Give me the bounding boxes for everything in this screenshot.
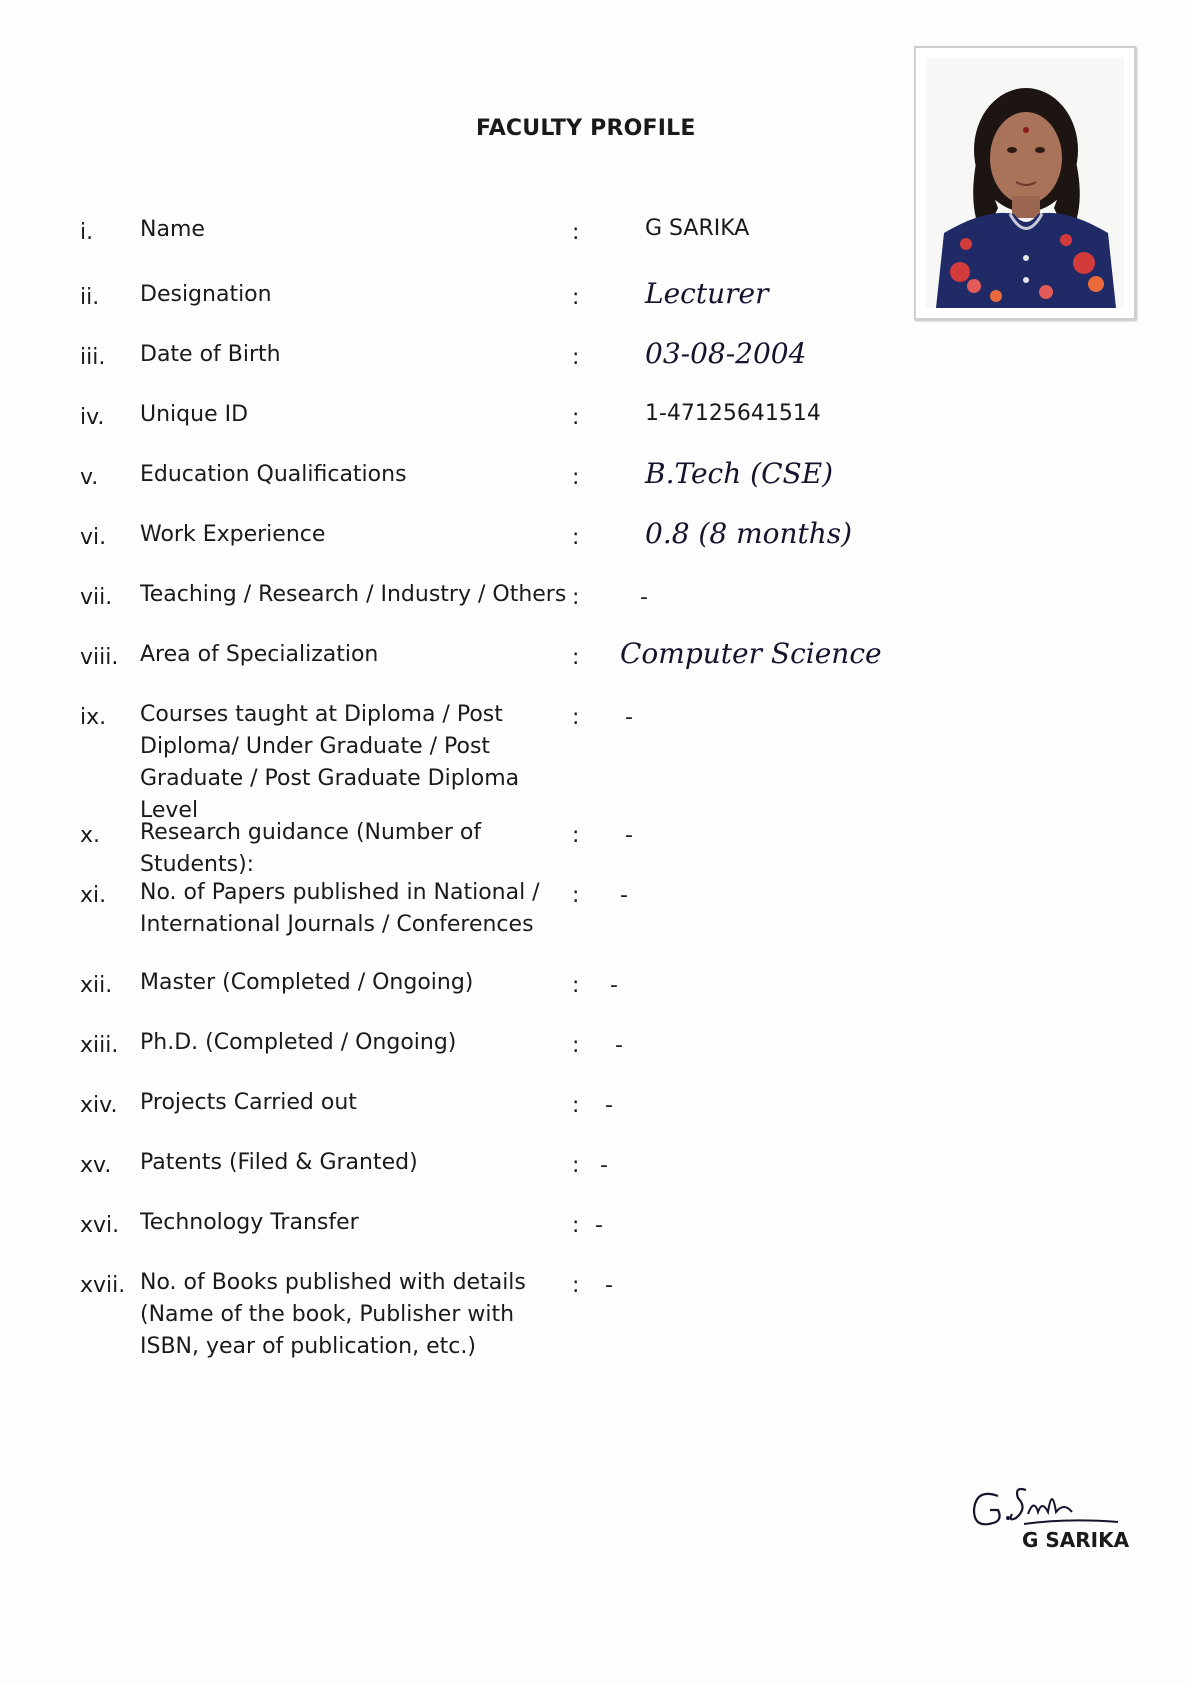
row-number: x. [80, 823, 101, 848]
row-value: - [640, 585, 648, 610]
row-number: xii. [80, 973, 113, 998]
row-number: xiii. [80, 1033, 119, 1058]
row-label: Research guidance (Number of Students): [140, 820, 482, 877]
row-colon: : [572, 883, 580, 908]
row-label: No. of Books published with details (Name of the book, Publisher with ISBN, year of publication, etc.) [140, 1270, 526, 1359]
page-title: FACULTY PROFILE [476, 116, 696, 141]
row-colon: : [572, 405, 580, 430]
row-value: Computer Science [620, 637, 882, 670]
row-label: Teaching / Research / Industry / Others [140, 582, 567, 607]
row-label: Courses taught at Diploma / Post Diploma/ Under Graduate / Post Graduate / Post Graduate Diploma Level [140, 702, 520, 823]
row-label: Area of Specialization [140, 642, 379, 667]
row-value: - [605, 1093, 613, 1118]
row-number: iii. [80, 345, 106, 370]
portrait-image [926, 58, 1124, 308]
row-value: B.Tech (CSE) [645, 457, 834, 490]
row-label: No. of Papers published in National / International Journals / Conferences [140, 880, 540, 937]
row-label: Designation [140, 282, 272, 307]
row-label: Work Experience [140, 522, 326, 547]
row-number: ii. [80, 285, 100, 310]
row-number: ix. [80, 705, 107, 730]
row-colon: : [572, 220, 580, 245]
row-value: - [625, 823, 633, 848]
row-colon: : [572, 1213, 580, 1238]
row-colon: : [572, 1093, 580, 1118]
row-colon: : [572, 1273, 580, 1298]
row-colon: : [572, 585, 580, 610]
row-colon: : [572, 973, 580, 998]
row-label: Patents (Filed & Granted) [140, 1150, 418, 1175]
row-label: Education Qualifications [140, 462, 407, 487]
row-value: - [625, 705, 633, 730]
row-value: - [620, 883, 628, 908]
row-value: - [615, 1033, 623, 1058]
row-label: Ph.D. (Completed / Ongoing) [140, 1030, 457, 1055]
row-value: - [600, 1153, 608, 1178]
row-number: xi. [80, 883, 107, 908]
row-label: Technology Transfer [140, 1210, 359, 1235]
row-colon: : [572, 705, 580, 730]
row-value: 0.8 (8 months) [645, 517, 853, 550]
row-value: 1-47125641514 [645, 401, 821, 426]
row-number: i. [80, 220, 94, 245]
row-value: Lecturer [645, 277, 769, 310]
row-label: Projects Carried out [140, 1090, 357, 1115]
row-colon: : [572, 1153, 580, 1178]
row-value: - [595, 1213, 603, 1238]
row-colon: : [572, 345, 580, 370]
row-colon: : [572, 1033, 580, 1058]
row-number: xiv. [80, 1093, 118, 1118]
portrait-photo [914, 46, 1136, 320]
row-colon: : [572, 465, 580, 490]
row-number: viii. [80, 645, 119, 670]
signature-name: G SARIKA [1022, 1528, 1130, 1552]
row-number: xvii. [80, 1273, 126, 1298]
row-label: Name [140, 217, 205, 242]
row-number: iv. [80, 405, 105, 430]
row-number: xv. [80, 1153, 112, 1178]
row-colon: : [572, 823, 580, 848]
row-number: v. [80, 465, 99, 490]
row-number: vii. [80, 585, 113, 610]
row-value: - [610, 973, 618, 998]
row-value: G SARIKA [645, 216, 750, 241]
row-colon: : [572, 525, 580, 550]
row-number: xvi. [80, 1213, 120, 1238]
row-number: vi. [80, 525, 107, 550]
row-colon: : [572, 285, 580, 310]
row-value: - [605, 1273, 613, 1298]
row-label: Date of Birth [140, 342, 281, 367]
row-colon: : [572, 645, 580, 670]
row-label: Unique ID [140, 402, 249, 427]
row-value: 03-08-2004 [645, 337, 807, 370]
row-label: Master (Completed / Ongoing) [140, 970, 474, 995]
